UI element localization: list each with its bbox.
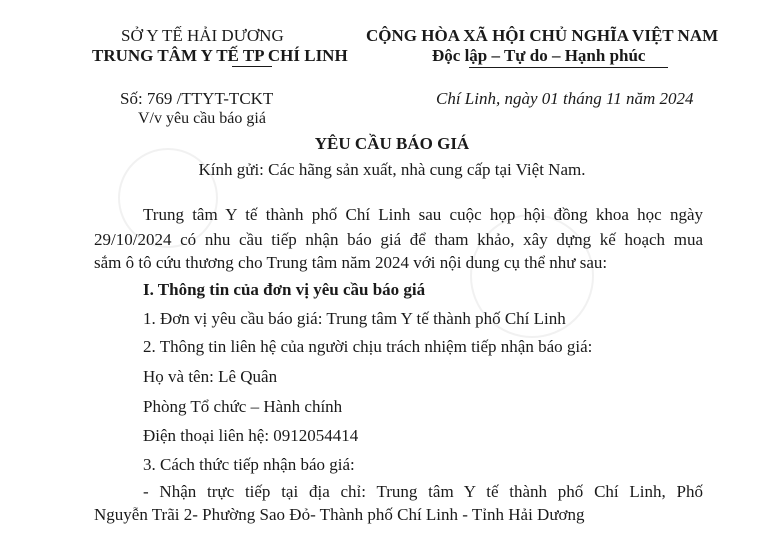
direct-receipt-line-2: Nguyễn Trãi 2- Phường Sao Đỏ- Thành phố Chí Linh - Tỉnh Hải Dương <box>94 505 585 524</box>
national-motto-underline <box>469 67 668 68</box>
place-and-date: Chí Linh, ngày 01 tháng 11 năm 2024 <box>436 89 694 108</box>
requesting-unit: 1. Đơn vị yêu cầu báo giá: Trung tâm Y tế thành phố Chí Linh <box>143 309 566 328</box>
intro-line-1: Trung tâm Y tế thành phố Chí Linh sau cuộc họp hội đồng khoa học ngày <box>143 205 703 224</box>
direct-receipt-line-1: - Nhận trực tiếp tại địa chỉ: Trung tâm Y tế thành phố Chí Linh, Phố <box>143 482 703 501</box>
contact-department: Phòng Tổ chức – Hành chính <box>143 397 343 416</box>
contact-name: Họ và tên: Lê Quân <box>143 367 278 386</box>
agency-name-underline <box>232 66 272 67</box>
recipient-line: Kính gửi: Các hãng sản xuất, nhà cung cấp tại Việt Nam. <box>198 160 586 179</box>
receiving-method-label: 3. Cách thức tiếp nhận báo giá: <box>143 455 355 474</box>
document-number: Số: 769 /TTYT-TCKT <box>120 89 274 108</box>
section-1-heading: I. Thông tin của đơn vị yêu cầu báo giá <box>143 280 426 299</box>
intro-line-3: sắm ô tô cứu thương cho Trung tâm năm 2024 với nội dung cụ thể như sau: <box>94 253 608 272</box>
national-title: CỘNG HÒA XÃ HỘI CHỦ NGHĨA VIỆT NAM <box>366 26 719 45</box>
contact-phone: Điện thoại liên hệ: 0912054414 <box>143 426 359 445</box>
agency-parent-name: SỞ Y TẾ HẢI DƯƠNG <box>121 26 284 45</box>
agency-name: TRUNG TÂM Y TẾ TP CHÍ LINH <box>92 46 348 65</box>
intro-line-2: 29/10/2024 có nhu cầu tiếp nhận báo giá để tham khảo, xây dựng kế hoạch mua <box>94 230 703 249</box>
contact-info-label: 2. Thông tin liên hệ của người chịu trách nhiệm tiếp nhận báo giá: <box>143 337 593 356</box>
document-title: YÊU CẦU BÁO GIÁ <box>314 134 470 153</box>
document-subject: V/v yêu cầu báo giá <box>138 110 266 127</box>
national-motto: Độc lập – Tự do – Hạnh phúc <box>432 46 646 65</box>
